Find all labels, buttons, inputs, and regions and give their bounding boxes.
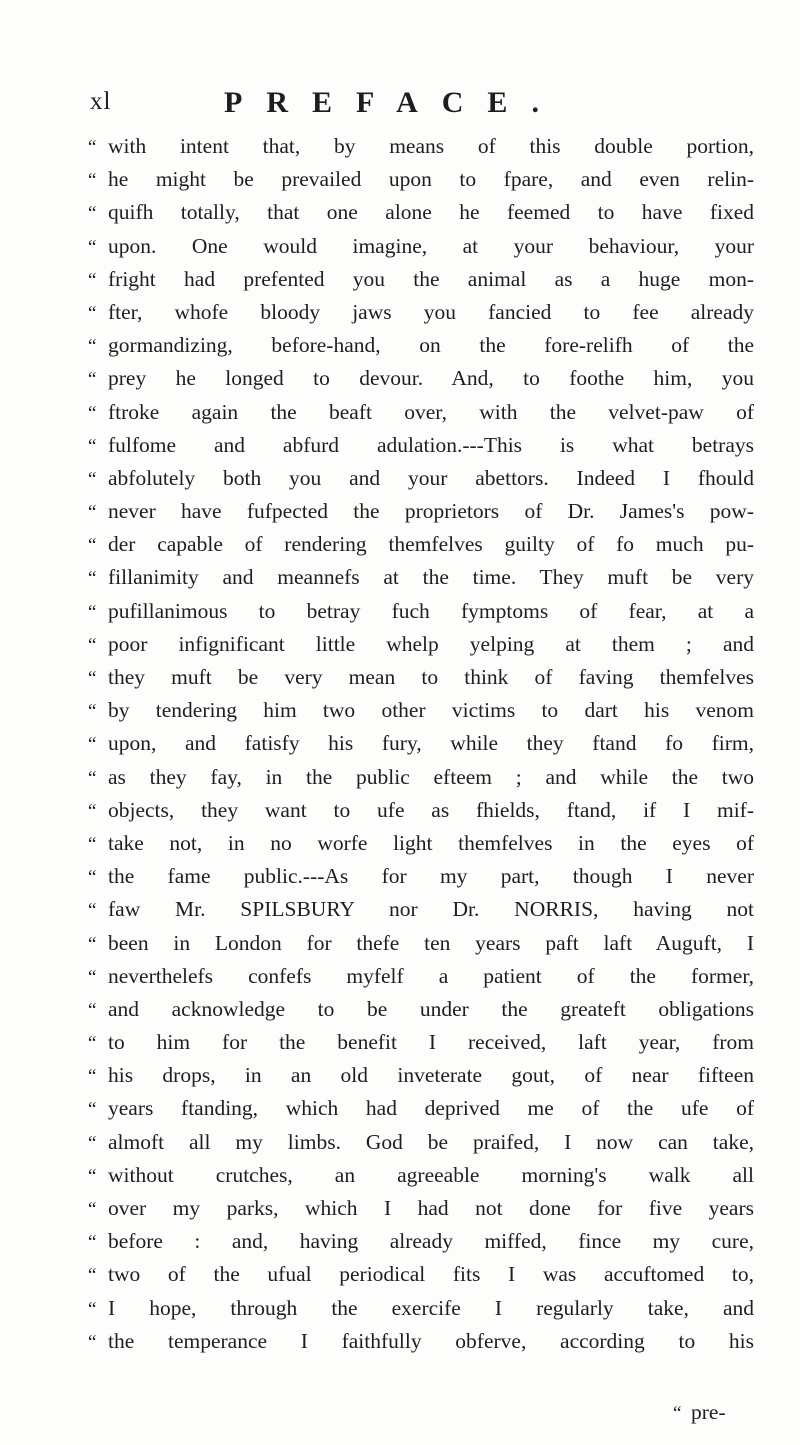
opening-quote-mark: “: [88, 867, 97, 889]
opening-quote-mark: “: [88, 701, 97, 723]
opening-quote-mark: “: [88, 170, 97, 192]
page-header: [90, 86, 750, 126]
text-line: [88, 893, 754, 926]
text-line: [88, 1192, 754, 1225]
line-text: the fame public.---As for my part, though I never: [108, 864, 754, 889]
line-text: take not, in no worfe light themfelves in the eyes of: [108, 830, 754, 855]
opening-quote-mark: “: [88, 800, 97, 822]
opening-quote-mark: “: [88, 966, 97, 988]
line-text: by tendering him two other victims to dart his venom: [108, 698, 754, 723]
text-line: [88, 1059, 754, 1092]
text-line: [88, 595, 754, 628]
opening-quote-mark: “: [88, 999, 97, 1021]
text-line: [88, 1258, 754, 1291]
text-line: [88, 163, 754, 196]
text-line: [88, 196, 754, 229]
line-text: fter, whofe bloody jaws you fancied to fee already: [108, 299, 754, 324]
line-text: almoft all my limbs. God be praifed, I now can take,: [108, 1129, 754, 1154]
opening-quote-mark: “: [88, 734, 97, 756]
opening-quote-mark: “: [88, 1298, 97, 1320]
line-text: der capable of rendering themfelves guilty of fo much pu-: [108, 532, 754, 557]
opening-quote-mark: “: [88, 1033, 97, 1055]
text-line: [88, 661, 754, 694]
text-line: [88, 1092, 754, 1125]
text-line: [88, 429, 754, 462]
line-text: upon, and fatisfy his fury, while they ftand fo firm,: [108, 731, 754, 756]
catchword-text: pre-: [691, 1400, 726, 1424]
line-text: prey he longed to devour. And, to foothe him, you: [108, 366, 754, 391]
text-line: [88, 362, 754, 395]
line-text: years ftanding, which had deprived me of the ufe of: [108, 1096, 754, 1121]
text-line: [88, 396, 754, 429]
text-line: [88, 993, 754, 1026]
text-line: [88, 263, 754, 296]
body-text: [88, 130, 754, 1358]
opening-quote-mark: “: [88, 502, 97, 524]
opening-quote-mark: “: [88, 900, 97, 922]
running-head: PREFACE.: [224, 86, 563, 119]
line-text: objects, they want to ufe as fhields, ftand, if I mif-: [108, 797, 754, 822]
line-text: been in London for thefe ten years paft laft Auguft, I: [108, 930, 754, 955]
opening-quote-mark: “: [88, 601, 97, 623]
opening-quote-mark: “: [88, 833, 97, 855]
opening-quote-mark: “: [88, 269, 97, 291]
text-line: [88, 230, 754, 263]
text-line: [88, 1325, 754, 1358]
line-text: fillanimity and meannefs at the time. They muft be very: [108, 565, 754, 590]
line-text: over my parks, which I had not done for five years: [108, 1196, 754, 1220]
opening-quote-mark: “: [88, 1165, 97, 1187]
text-line: [88, 1159, 754, 1192]
opening-quote-mark: “: [673, 1403, 682, 1424]
opening-quote-mark: “: [88, 767, 97, 789]
line-text: and acknowledge to be under the greateft obligations: [108, 996, 754, 1021]
text-line: [88, 960, 754, 993]
opening-quote-mark: “: [88, 203, 97, 225]
line-text: they muft be very mean to think of faving themfelves: [108, 665, 754, 689]
line-text: his drops, in an old inveterate gout, of near fifteen: [108, 1063, 754, 1088]
line-text: fright had prefented you the animal as a huge mon-: [108, 266, 754, 291]
opening-quote-mark: “: [88, 302, 97, 324]
line-text: before : and, having already miffed, fince my cure,: [108, 1229, 754, 1254]
catchword: [673, 1400, 726, 1425]
opening-quote-mark: “: [88, 369, 97, 391]
opening-quote-mark: “: [88, 1099, 97, 1121]
text-line: [88, 1225, 754, 1258]
text-line: [88, 528, 754, 561]
text-line: [88, 694, 754, 727]
line-text: gormandizing, before-hand, on the fore-relifh of the: [108, 333, 754, 358]
text-line: [88, 1126, 754, 1159]
text-line: [88, 495, 754, 528]
line-text: neverthelefs confefs myfelf a patient of the former,: [108, 963, 754, 988]
line-text: as they fay, in the public efteem ; and while the two: [108, 764, 754, 789]
text-line: [88, 761, 754, 794]
opening-quote-mark: “: [88, 1132, 97, 1154]
opening-quote-mark: “: [88, 1331, 97, 1353]
opening-quote-mark: “: [88, 336, 97, 358]
text-line: [88, 860, 754, 893]
opening-quote-mark: “: [88, 535, 97, 557]
line-text: two of the ufual periodical fits I was accuftomed to,: [108, 1262, 754, 1287]
text-line: [88, 794, 754, 827]
opening-quote-mark: “: [88, 468, 97, 490]
text-line: [88, 1292, 754, 1325]
line-text: ftroke again the beaft over, with the velvet-paw of: [108, 399, 754, 424]
opening-quote-mark: “: [88, 236, 97, 258]
line-text: the temperance I faithfully obferve, according to his: [108, 1328, 754, 1353]
opening-quote-mark: “: [88, 435, 97, 457]
line-text: without crutches, an agreeable morning's walk all: [108, 1162, 754, 1187]
opening-quote-mark: “: [88, 402, 97, 424]
text-line: [88, 462, 754, 495]
text-line: [88, 329, 754, 362]
line-text: to him for the benefit I received, laft year, from: [108, 1030, 754, 1055]
opening-quote-mark: “: [88, 668, 97, 689]
text-line: [88, 628, 754, 661]
line-text: fulfome and abfurd adulation.---This is what betrays: [108, 432, 754, 457]
text-line: [88, 1026, 754, 1059]
line-text: quifh totally, that one alone he feemed to have fixed: [108, 200, 754, 225]
opening-quote-mark: “: [88, 1265, 97, 1287]
opening-quote-mark: “: [88, 1066, 97, 1088]
page-number: xl: [90, 88, 112, 115]
line-text: he might be prevailed upon to fpare, and even relin-: [108, 167, 754, 192]
opening-quote-mark: “: [88, 568, 97, 590]
opening-quote-mark: “: [88, 634, 97, 656]
line-text: upon. One would imagine, at your behaviour, your: [108, 233, 754, 258]
line-text: pufillanimous to betray fuch fymptoms of fear, at a: [108, 598, 754, 623]
text-line: [88, 130, 754, 163]
line-text: abfolutely both you and your abettors. Indeed I fhould: [108, 465, 754, 490]
text-line: [88, 727, 754, 760]
opening-quote-mark: “: [88, 933, 97, 955]
opening-quote-mark: “: [88, 137, 97, 158]
text-line: [88, 561, 754, 594]
line-text: I hope, through the exercife I regularly take, and: [108, 1295, 754, 1320]
text-line: [88, 927, 754, 960]
text-line: [88, 827, 754, 860]
line-text: with intent that, by means of this double portion,: [108, 134, 754, 158]
opening-quote-mark: “: [88, 1232, 97, 1254]
opening-quote-mark: “: [88, 1199, 97, 1220]
line-text: faw Mr. SPILSBURY nor Dr. NORRIS, having not: [108, 897, 754, 922]
line-text: poor infignificant little whelp yelping at them ; and: [108, 631, 754, 656]
text-line: [88, 296, 754, 329]
line-text: never have fufpected the proprietors of Dr. James's pow-: [108, 499, 754, 524]
